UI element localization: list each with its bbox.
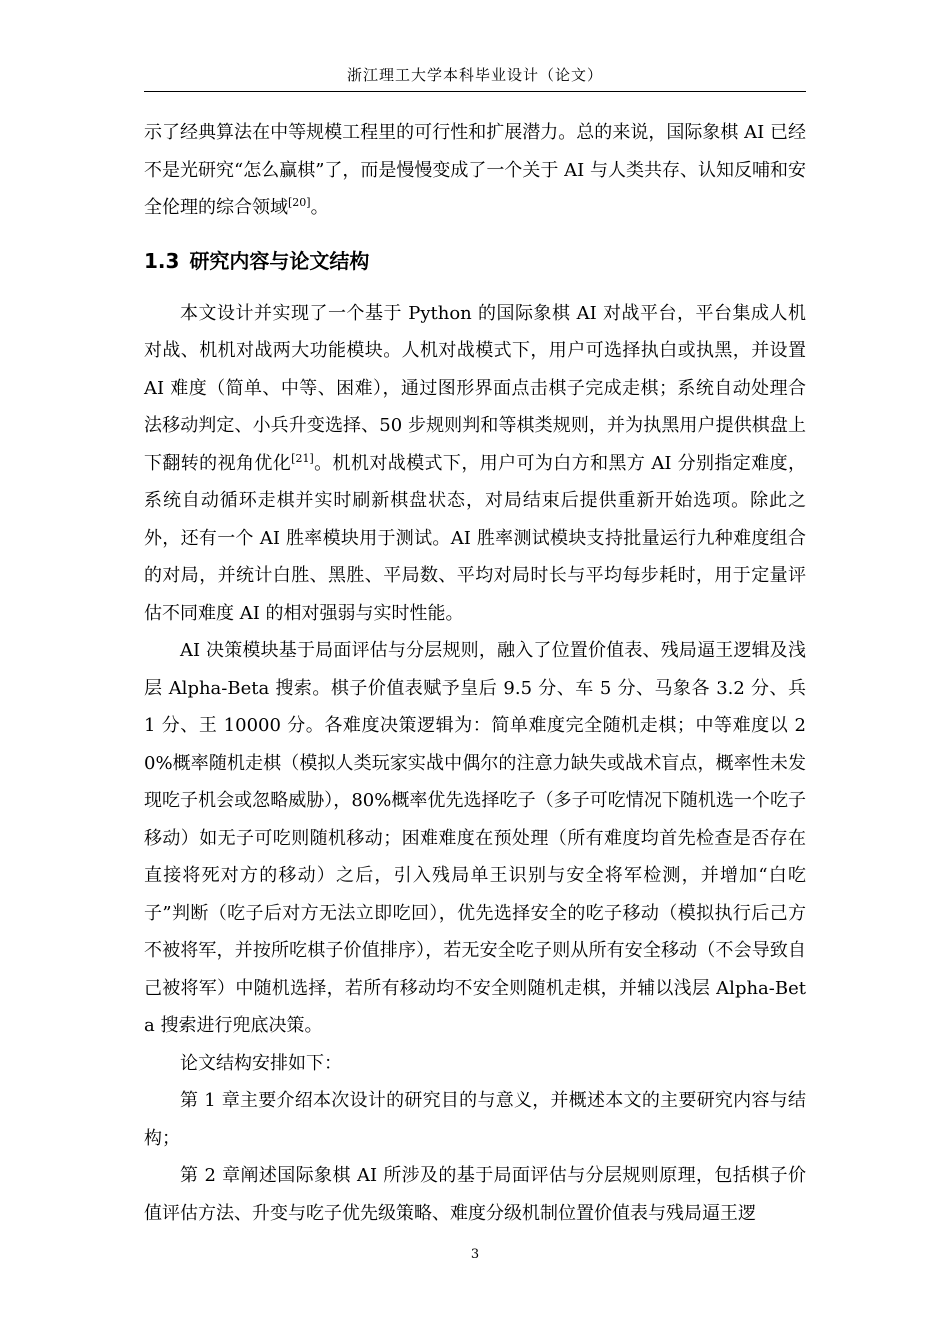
section-heading: [144, 244, 806, 278]
paragraph-structure-intro: 论文结构安排如下：: [180, 1052, 342, 1074]
paragraph-continuation: [144, 114, 806, 227]
paragraph-text: 示了经典算法在中等规模工程里的可行性和扩展潜力。总的来说，国际象棋 AI 已经不是光研究“怎么赢棋”了，而是慢慢变成了一个关于 AI 与人类共存、认知反哺和安全伦理的综合领域: [144, 122, 806, 218]
page-number: 3: [470, 1247, 480, 1262]
citation-21: [21]: [291, 451, 314, 465]
section-title: 研究内容与论文结构: [189, 248, 370, 273]
citation-20: [20]: [288, 196, 311, 209]
section-number: 1.3: [144, 248, 180, 273]
paragraph-text-end: 。机机对战模式下，用户可为白方和黑方 AI 分别指定难度，系统自动循环走棋并实时刷新棋盘状态，对局结束后提供重新开始选项。除此之外，还有一个 AI 胜率模块用于测试。AI 胜率测试模块支持批量运行九种难度组合的对局，并统计白胜、黑胜、平局数、平均对局时长与平均每步耗时，用于定量评估不同难度 AI 的相对强弱与实时性能。: [144, 452, 806, 624]
paragraph-research-content: [144, 295, 806, 633]
paragraph-ai-decision: AI 决策模块基于局面评估与分层规则，融入了位置价值表、残局逼王逻辑及浅层 Alpha-Beta 搜索。棋子价值表赋予皇后 9.5 分、车 5 分、马象各 3.2 分、兵 1 分、王 10000 分。各难度决策逻辑为：简单难度完全随机走棋；中等难度以 20%概率随机走棋（模拟人类玩家实战中偶尔的注意力缺失或战术盲点，概率性未发现吃子机会或忽略威胁），80%概率优先选择吃子（多子可吃情况下随机选一个吃子移动）如无子可吃则随机移动；困难难度在预处理（所有难度均首先检查是否存在直接将死对方的移动）之后，引入残局单王识别与安全将军检测，并增加“白吃子”判断（吃子后对方无法立即吃回），优先选择安全的吃子移动（模拟执行后己方不被将军，并按所吃棋子价值排序），若无安全吃子则从所有安全移动（不会导致自己被将军）中随机选择，若所有移动均不安全则随机走棋，并辅以浅层 Alpha-Beta 搜索进行兜底决策。: [144, 640, 806, 1036]
paragraph-text: 本文设计并实现了一个基于 Python 的国际象棋 AI 对战平台，平台集成人机对战、机机对战两大功能模块。人机对战模式下，用户可选择执白或执黑，并设置 AI 难度（简单、中等、困难），通过图形界面点击棋子完成走棋；系统自动处理合法移动判定、小兵升变选择、50 步规则判和等棋类规则，并为执黑用户提供棋盘上下翻转的视角优化: [144, 302, 806, 474]
paragraph-chapter-2: 第 2 章阐述国际象棋 AI 所涉及的基于局面评估与分层规则原理，包括棋子价值评估方法、升变与吃子优先级策略、难度分级机制位置价值表与残局逼王逻: [144, 1165, 806, 1224]
paragraph-chapter-1: 第 1 章主要介绍本次设计的研究目的与意义，并概述本文的主要研究内容与结构；: [144, 1090, 806, 1149]
header-rule: [144, 91, 806, 92]
paragraph-text-end: 。: [310, 197, 329, 218]
running-header: 浙江理工大学本科毕业设计（论文）: [346, 66, 603, 84]
page-body: [144, 114, 806, 1232]
